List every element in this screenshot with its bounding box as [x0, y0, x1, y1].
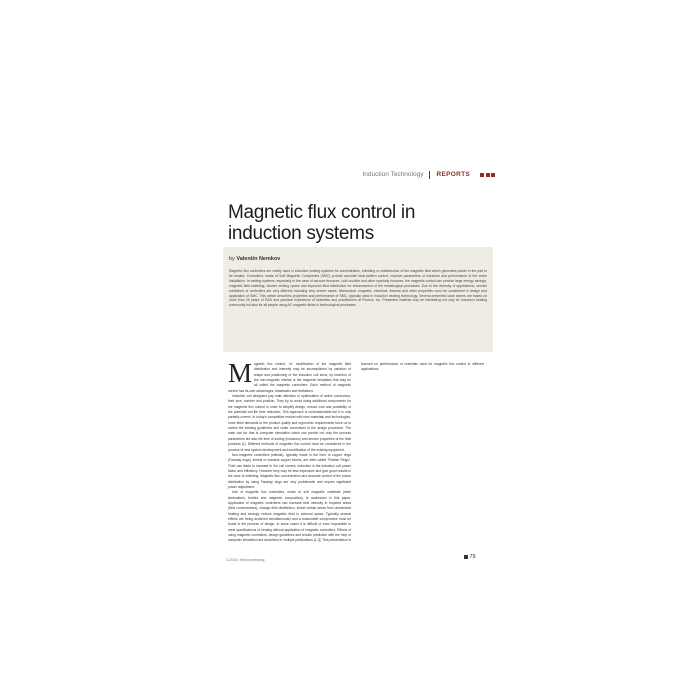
abstract-box: [223, 247, 493, 352]
square-icon: [480, 173, 484, 177]
running-header: [340, 170, 495, 180]
body-paragraph: Induction coil designers pay main attention to optimisation of active conductors, their size, number and position. They try to avoid using additional components for the magnetic flux control in order to simplify design, reduce cost and possibility of the potential coil life time reduction. This approach is understandable but it is only partially correct. In today's competitive market with new materials and technologies, more strict demands to the product quality and ergonomic requirements force us to review the existing guidelines and make corrections to the design procedure. The main tool for that is computer simulation which can predict not only the process parameters but also life time of tooling (inductors) and service properties of the final products [1]. Different methods of magnetic flux control must be considered in the process of new system development and modification of the existing equipment.: [228, 394, 351, 452]
article-body: [228, 358, 484, 552]
header-section: Induction Technology: [362, 171, 424, 178]
page-number: 79: [469, 554, 476, 560]
article-title: Magnetic flux control in induction systems: [228, 202, 416, 244]
body-paragraph: Non-magnetic controllers (shields), typically made in the form of copper rings (Faraday rings), sheets or massive copper blocks, are often called "Robber Rings". Their use leads to increase in the coil current, reduction in the induction coil power factor and efficiency. However they may be less expensive and give good results in the case of shielding. Magnetic flux concentration and accurate control of the power distribution by using Faraday rings are very problematic and require significant power adjustment.: [228, 452, 351, 489]
footer-publication: 3-2016 | heat processing: [226, 558, 265, 562]
square-icon: [491, 173, 495, 177]
header-divider: [429, 171, 430, 179]
first-paragraph: [228, 358, 351, 394]
header-category: REPORTS: [436, 171, 470, 178]
body-paragraph: Use of magnetic flux controllers, made of soft magnetic materials (steel laminations, ferrites and magnetic composites), is addressed in this paper. Application of magnetic controllers can increase field intensity in required areas (field concentrators), change field distribution, shield certain areas from unintended heating and strongly reduce magnetic field in external space. Typically several effects are being achieved simultaneously and a reasonable compromise must be found in the process of design. In some cases it is difficult or even impossible to meet specifications of heating without application of magnetic controllers. Effects of using magnetic controllers, design guidelines and results prediction with the help of computer simulation are described in multiple publications [1-3]. This presentation is focused on performance of materials used for magnetic flux control in different applications.: [228, 362, 484, 543]
header-squares-icon: [480, 173, 495, 177]
abstract-text: Magnetic flux controllers are widely used in induction heating systems for concentration, shielding or redistribution of the magnetic field which generates power in the part to be heated. Controllers, made of Soft Magnetic Composites (SMC) provide accurate heat pattern control, improve parameters of inductors and performance of the entire installation. In melting systems, especially in the case of vacuum furnaces, cold crucible and other specialty furnaces, the magnetic control can provide large energy savings, magnetic field shielding, shorter melting cycles and improved field distribution for enhancement of the metallurgical processes. Due to the diversity of applications, service conditions of controllers are very different including very severe cases. Mechanical, magnetic, electrical, thermal and other properties must be considered in design and application of SMC. This article describes properties and performance of SMC, typically used in induction heating technology. Several presented case stories are based on more than 20 years of R&D and practical experience of scientists and practitioners at Fluxtrol, Inc. Presented material may be interesting not only for induction heating community but also for all people using AC magnetic fields in technological processes.: [229, 269, 487, 308]
square-icon: [486, 173, 490, 177]
footer-page: [464, 554, 476, 560]
author-name: Valentin Nemkov: [236, 256, 281, 262]
byline: [229, 256, 280, 262]
byline-prefix: by: [229, 256, 235, 262]
drop-cap: M: [228, 358, 253, 388]
square-icon: [464, 555, 468, 559]
first-paragraph-text: agnetic flux control, i.e. modification of the magnetic field distribution and intensity may be accomplished by variation of shape and positioning of the induction coil turns, by insertion of the non-magnetic shields or the magnetic templates that may be all called the magnetic controllers. Each method of magnetic control has its own advantages, drawbacks and limitations.: [228, 362, 351, 393]
